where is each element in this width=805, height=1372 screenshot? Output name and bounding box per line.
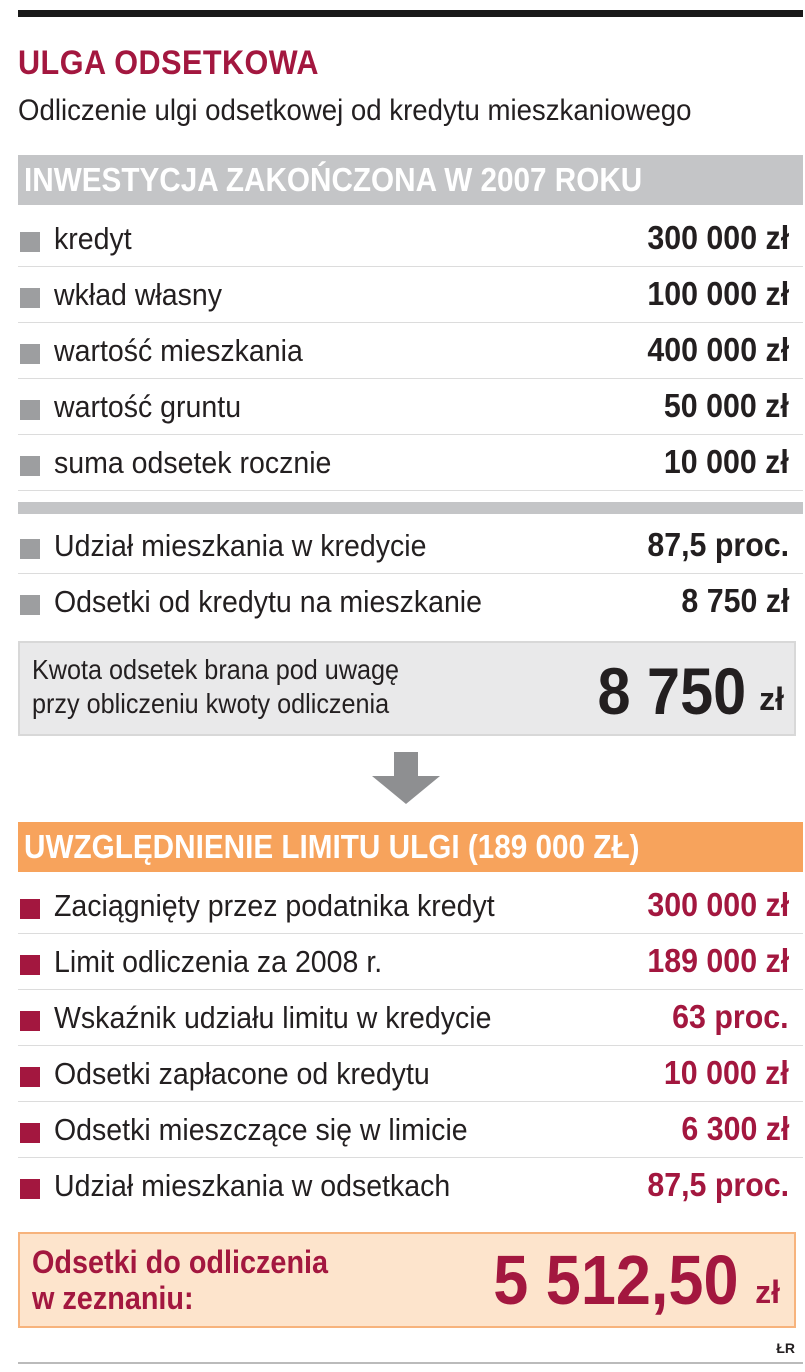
- list-item: [18, 267, 803, 323]
- item-label: Odsetki od kredytu na mieszkanie: [54, 584, 483, 619]
- section1-list: [18, 211, 803, 491]
- page-title: ULGA ODSETKOWA: [18, 44, 319, 82]
- author-credit: ŁR: [776, 1340, 795, 1356]
- item-label: wkład własny: [54, 277, 223, 312]
- summary-amount: 5 512,50: [492, 1241, 738, 1319]
- list-item: [18, 323, 803, 379]
- item-value: 10 000 zł: [664, 1054, 789, 1091]
- list-item: [18, 1102, 803, 1158]
- square-bullet-icon: [20, 400, 40, 420]
- list-item: [18, 990, 803, 1046]
- summary-label: [32, 1244, 328, 1316]
- summary-label-line1: Kwota odsetek brana pod uwagę: [32, 654, 400, 685]
- page-subtitle: Odliczenie ulgi odsetkowej od kredytu mieszkaniowego: [18, 94, 692, 127]
- item-label: Odsetki mieszczące się w limicie: [54, 1112, 468, 1147]
- item-label: wartość gruntu: [54, 389, 242, 424]
- summary-label-line1: Odsetki do odliczenia: [32, 1244, 329, 1280]
- item-label: Zaciągnięty przez podatnika kredyt: [54, 888, 495, 923]
- section1-derived-list: [18, 518, 803, 630]
- item-label: suma odsetek rocznie: [54, 445, 332, 480]
- list-item: [18, 1158, 803, 1214]
- item-value: 87,5 proc.: [647, 1166, 789, 1203]
- section2-heading: [18, 822, 803, 872]
- summary-unit: zł: [755, 1274, 780, 1310]
- item-label: Udział mieszkania w odsetkach: [54, 1168, 451, 1203]
- square-bullet-icon: [20, 1011, 40, 1031]
- list-item: [18, 211, 803, 267]
- square-bullet-icon: [20, 1179, 40, 1199]
- bottom-rule: [18, 1362, 803, 1364]
- item-value: 100 000 zł: [647, 275, 789, 312]
- item-label: Odsetki zapłacone od kredytu: [54, 1056, 430, 1091]
- item-label: Wskaźnik udziału limitu w kredycie: [54, 1000, 492, 1035]
- item-label: kredyt: [54, 221, 132, 256]
- square-bullet-icon: [20, 899, 40, 919]
- list-item: [18, 574, 803, 630]
- section1-heading-text: INWESTYCJA ZAKOŃCZONA W 2007 ROKU: [24, 161, 643, 198]
- item-value: 8 750 zł: [680, 582, 789, 619]
- item-label: wartość mieszkania: [54, 333, 303, 368]
- item-value: 400 000 zł: [647, 331, 789, 368]
- section2-summary-box: [18, 1232, 796, 1328]
- summary-label-line2: w zeznaniu:: [32, 1280, 194, 1316]
- item-value: 189 000 zł: [647, 942, 789, 979]
- square-bullet-icon: [20, 595, 40, 615]
- section-divider: [18, 502, 803, 514]
- list-item: [18, 878, 803, 934]
- down-arrow-icon: [370, 752, 442, 804]
- list-item: [18, 518, 803, 574]
- square-bullet-icon: [20, 232, 40, 252]
- square-bullet-icon: [20, 288, 40, 308]
- list-item: [18, 379, 803, 435]
- summary-amount: 8 750: [597, 654, 746, 728]
- square-bullet-icon: [20, 1067, 40, 1087]
- square-bullet-icon: [20, 456, 40, 476]
- section1-summary-box: [18, 641, 796, 736]
- list-item: [18, 435, 803, 491]
- item-value: 63 proc.: [672, 998, 789, 1035]
- item-label: Limit odliczenia za 2008 r.: [54, 944, 383, 979]
- square-bullet-icon: [20, 1123, 40, 1143]
- section2-list: [18, 878, 803, 1214]
- summary-unit: zł: [759, 681, 784, 717]
- item-value: 50 000 zł: [664, 387, 789, 424]
- summary-label-line2: przy obliczeniu kwoty odliczenia: [32, 688, 390, 719]
- item-value: 300 000 zł: [647, 886, 789, 923]
- item-value: 10 000 zł: [664, 443, 789, 480]
- list-item: [18, 1046, 803, 1102]
- section2-heading-text: UWZGLĘDNIENIE LIMITU ULGI (189 000 ZŁ): [24, 828, 640, 865]
- square-bullet-icon: [20, 539, 40, 559]
- top-rule: [18, 10, 803, 17]
- item-label: Udział mieszkania w kredycie: [54, 528, 427, 563]
- square-bullet-icon: [20, 955, 40, 975]
- item-value: 300 000 zł: [647, 219, 789, 256]
- square-bullet-icon: [20, 344, 40, 364]
- summary-label: [32, 653, 399, 721]
- list-item: [18, 934, 803, 990]
- section1-heading: [18, 155, 803, 205]
- item-value: 87,5 proc.: [647, 526, 789, 563]
- item-value: 6 300 zł: [680, 1110, 789, 1147]
